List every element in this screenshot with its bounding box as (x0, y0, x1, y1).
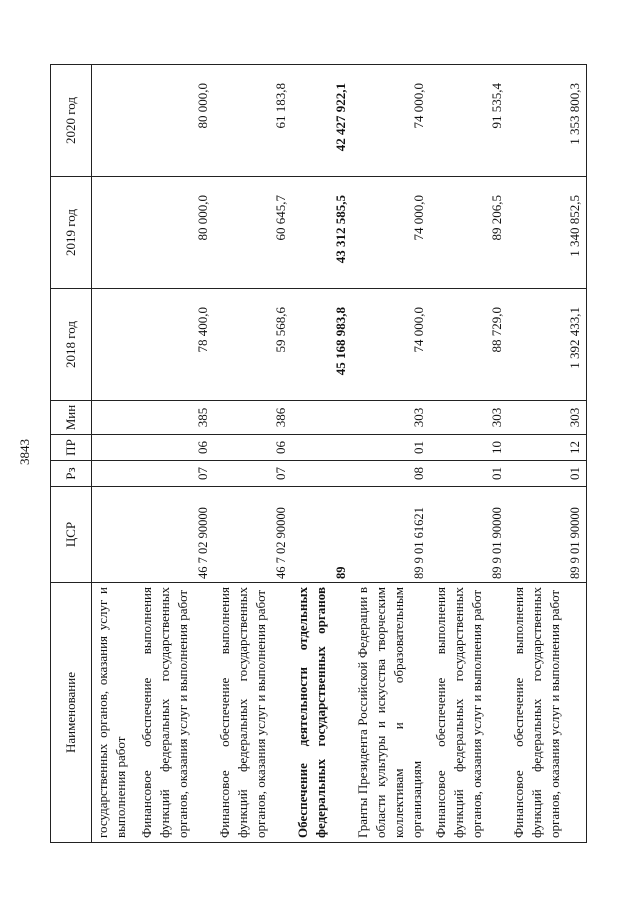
row-name: Финансовое обеспечение выполнения функций федеральных государственных органов, оказания услуг и выполнения работ (508, 583, 587, 843)
row-rz: 01 (508, 461, 587, 487)
table-row (292, 65, 352, 843)
row-2019: 1 340 852,5 (508, 177, 587, 289)
row-csr: 89 (292, 487, 352, 583)
row-2018: 45 168 983,8 (292, 289, 352, 401)
row-2020: 42 427 922,1 (292, 65, 352, 177)
row-2018: 1 392 433,1 (508, 289, 587, 401)
row-pr: 06 (214, 435, 292, 461)
row-2018: 78 400,0 (136, 289, 214, 401)
row-min: 303 (430, 401, 508, 435)
row-rz: 01 (430, 461, 508, 487)
row-2019: 60 645,7 (214, 177, 292, 289)
rotated-table-wrapper (50, 65, 600, 843)
row-min: 386 (214, 401, 292, 435)
row-2019: 43 312 585,5 (292, 177, 352, 289)
table-row (352, 65, 430, 843)
row-pr: 12 (508, 435, 587, 461)
row-2019 (92, 177, 137, 289)
row-2020: 80 000,0 (136, 65, 214, 177)
header-rz: Рз (51, 461, 92, 487)
table-row (214, 65, 292, 843)
row-pr: 01 (352, 435, 430, 461)
row-name: Финансовое обеспечение выполнения функций федеральных государственных органов, оказания услуг и выполнения работ (214, 583, 292, 843)
header-min: Мин (51, 401, 92, 435)
header-2020: 2020 год (51, 65, 92, 177)
row-pr (92, 435, 137, 461)
header-2019: 2019 год (51, 177, 92, 289)
row-2018: 59 568,6 (214, 289, 292, 401)
row-pr: 10 (430, 435, 508, 461)
row-name: Гранты Президента Российской Федерации в области культуры и искусства творческим коллективам и образовательным организациям (352, 583, 430, 843)
row-name: Финансовое обеспечение выполнения функций федеральных государственных органов, оказания услуг и выполнения работ (430, 583, 508, 843)
row-2020: 1 353 800,3 (508, 65, 587, 177)
row-2019: 80 000,0 (136, 177, 214, 289)
row-2019: 74 000,0 (352, 177, 430, 289)
row-min (92, 401, 137, 435)
row-rz (92, 461, 137, 487)
row-name: Финансовое обеспечение выполнения функций федеральных государственных органов, оказания услуг и выполнения работ (136, 583, 214, 843)
row-min (292, 401, 352, 435)
table-row (508, 65, 587, 843)
row-csr: 89 9 01 90000 (430, 487, 508, 583)
row-2018: 74 000,0 (352, 289, 430, 401)
row-csr: 89 9 01 90000 (508, 487, 587, 583)
row-2020: 91 535,4 (430, 65, 508, 177)
row-min: 303 (352, 401, 430, 435)
row-pr (292, 435, 352, 461)
row-name: государственных органов, оказания услуг и выполнения работ (92, 583, 137, 843)
header-2018: 2018 год (51, 289, 92, 401)
row-2018: 88 729,0 (430, 289, 508, 401)
row-csr: 46 7 02 90000 (136, 487, 214, 583)
row-csr: 46 7 02 90000 (214, 487, 292, 583)
header-pr: ПР (51, 435, 92, 461)
row-2020: 74 000,0 (352, 65, 430, 177)
row-2020: 61 183,8 (214, 65, 292, 177)
budget-table (50, 64, 587, 843)
header-name: Наименование (51, 583, 92, 843)
row-rz: 07 (214, 461, 292, 487)
row-rz (292, 461, 352, 487)
table-row (92, 65, 137, 843)
row-rz: 08 (352, 461, 430, 487)
table-row (136, 65, 214, 843)
page-number: 3843 (17, 439, 32, 465)
row-min: 303 (508, 401, 587, 435)
table-header-row (51, 65, 92, 843)
row-2020 (92, 65, 137, 177)
row-pr: 06 (136, 435, 214, 461)
table-stage (50, 65, 600, 843)
row-name: Обеспечение деятельности отдельных федеральных государственных органов (292, 583, 352, 843)
row-csr: 89 9 01 61621 (352, 487, 430, 583)
row-min: 385 (136, 401, 214, 435)
row-rz: 07 (136, 461, 214, 487)
row-2019: 89 206,5 (430, 177, 508, 289)
header-csr: ЦСР (51, 487, 92, 583)
table-row (430, 65, 508, 843)
row-csr (92, 487, 137, 583)
row-2018 (92, 289, 137, 401)
